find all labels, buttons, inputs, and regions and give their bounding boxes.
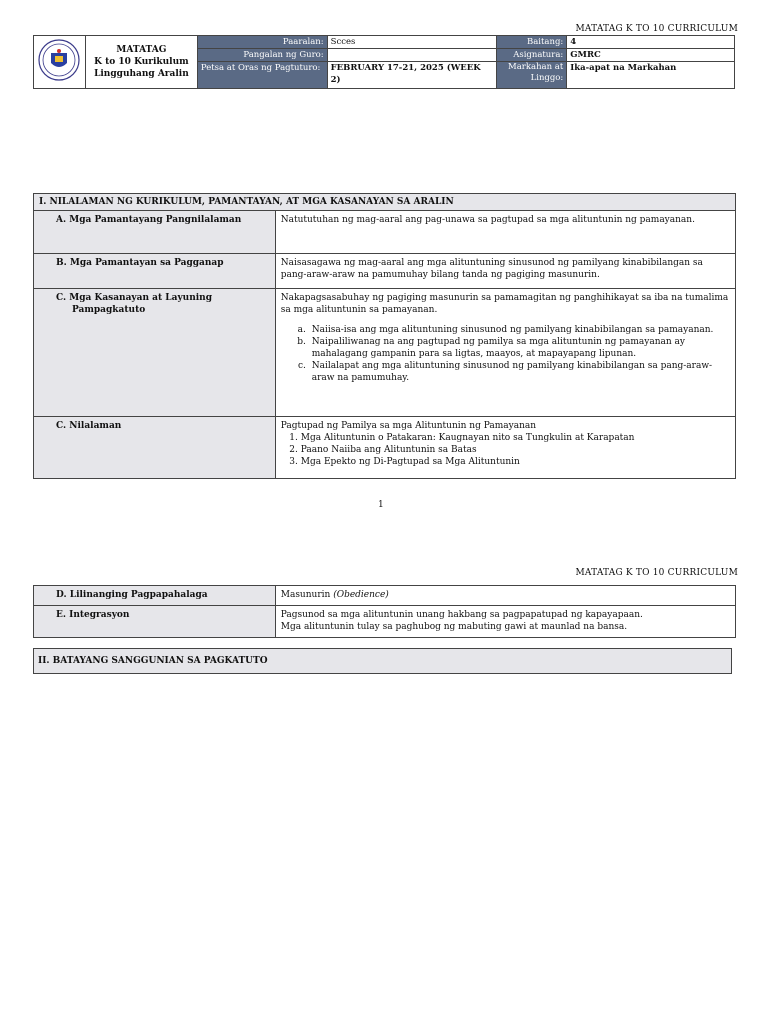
header-title <box>85 36 197 89</box>
nilalaman-list <box>281 432 730 468</box>
row-c-content <box>275 289 735 417</box>
row-nilalaman-content <box>275 417 735 479</box>
markahan-value: Ika-apat na Markahan <box>567 62 735 89</box>
objective-item: b. Naipaliliwanag na ang pagtupad ng pamilya sa mga alituntunin ng pamayanan ay mahalagang gampanin para sa ligtas, maayos, at mapayapang lipunan. <box>309 336 730 360</box>
baitang-value: 4 <box>567 36 735 49</box>
nilalaman-item: 2. Paano Naiiba ang Alituntunin sa Batas <box>301 444 730 456</box>
row-d-text-em: (Obedience) <box>333 590 389 600</box>
row-d-text: Masunurin <box>280 590 331 600</box>
nilalaman-item: 3. Mga Epekto ng Di-Pagtupad sa Mga Alituntunin <box>301 456 730 468</box>
title-line-1: MATATAG <box>116 45 167 55</box>
running-header-page-2: MATATAG K TO 10 CURRICULUM <box>575 568 738 578</box>
row-b-label: B. Mga Pamantayan sa Pagganap <box>34 254 276 289</box>
petsa-label: Petsa at Oras ng Pagtuturo: <box>197 62 327 89</box>
section-1-continued-table <box>33 585 736 638</box>
nilalaman-item: 1. Mga Alituntunin o Patakaran: Kaugnayan nito sa Tungkulin at Karapatan <box>301 432 730 444</box>
markahan-label-line-1: Markahan at <box>508 62 564 72</box>
paaralan-value: Scces <box>327 36 497 49</box>
nilalaman-intro: Pagtupad ng Pamilya sa mga Alituntunin ng Pamayanan <box>280 421 537 431</box>
row-a-text: Natututuhan ng mag-aaral ang pag-unawa sa pagtupad sa mga alituntunin ng pamayanan. <box>275 211 735 254</box>
row-d-label: D. Lilinanging Pagpapahalaga <box>34 586 276 606</box>
row-a-label: A. Mga Pamantayang Pangnilalaman <box>34 211 276 254</box>
row-e-line-1: Pagsunod sa mga alituntunin unang hakbang sa pagpapatupad ng kapayapaan. <box>280 610 643 620</box>
markahan-label-line-2: Linggo: <box>530 73 564 83</box>
row-c-text: Nakapagsasabuhay ng pagiging masunurin sa pamamagitan ng panghihikayat sa iba na tumalima sa mga alituntunin sa pamayanan. <box>280 293 729 315</box>
row-d-content <box>275 586 735 606</box>
row-e-line-2: Mga alituntunin tulay sa paghubog ng mabuting gawi at maunlad na bansa. <box>280 622 628 632</box>
row-c-label-line-1: C. Mga Kasanayan at Layuning <box>56 293 213 303</box>
baitang-label: Baitang: <box>497 36 567 49</box>
row-c-label-line-2: Pampagkatuto <box>72 305 146 315</box>
guro-value <box>327 49 497 62</box>
row-nilalaman-label: C. Nilalaman <box>34 417 276 479</box>
page-number: 1 <box>378 500 384 510</box>
objective-item: a. Naiisa-isa ang mga alituntuning sinusunod ng pamilyang kinabibilangan sa pamayanan. <box>309 324 730 336</box>
asignatura-label: Asignatura: <box>497 49 567 62</box>
petsa-value: FEBRUARY 17-21, 2025 (WEEK 2) <box>327 62 497 89</box>
title-line-2: K to 10 Kurikulum <box>94 57 189 67</box>
row-c-label <box>34 289 276 417</box>
deped-seal-icon <box>38 39 80 81</box>
section-1-title: I. NILALAMAN NG KURIKULUM, PAMANTAYAN, AT MGA KASANAYAN SA ARALIN <box>34 194 736 211</box>
running-header: MATATAG K TO 10 CURRICULUM <box>575 24 738 34</box>
title-line-3: Lingguhang Aralin <box>94 69 189 79</box>
row-e-content <box>275 606 735 638</box>
deped-seal-cell <box>34 36 86 89</box>
row-b-text: Naisasagawa ng mag-aaral ang mga alituntuning sinusunod ng pamilyang kinabibilangan sa pang-araw-araw na pamumuhay bilang tanda ng pagiging masunurin. <box>275 254 735 289</box>
section-1-table <box>33 193 736 479</box>
asignatura-value: GMRC <box>567 49 735 62</box>
row-e-label: E. Integrasyon <box>34 606 276 638</box>
guro-label: Pangalan ng Guro: <box>197 49 327 62</box>
markahan-label <box>497 62 567 89</box>
paaralan-label: Paaralan: <box>197 36 327 49</box>
objective-item: c. Nailalapat ang mga alituntuning sinusunod ng pamilyang kinabibilangan sa pang-araw-araw na pamumuhay. <box>309 360 730 384</box>
objectives-list <box>281 324 730 384</box>
lesson-header-table <box>33 35 735 89</box>
section-2-title: II. BATAYANG SANGGUNIAN SA PAGKATUTO <box>33 648 732 674</box>
